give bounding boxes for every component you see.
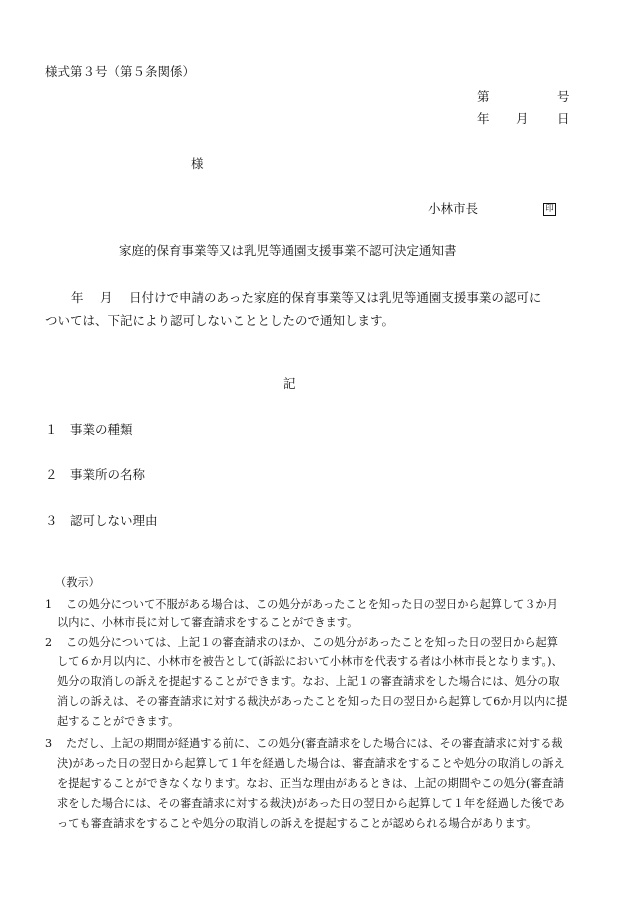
notice-heading: （教示）	[55, 576, 100, 589]
addressee-honorific: 様	[191, 156, 204, 171]
item-2-label: 事業所の名称	[70, 467, 146, 482]
body-line-2: ついては、下記により認可しないこととしたので通知します。	[45, 313, 395, 328]
item-3-number: ３	[45, 513, 58, 528]
notice-3-line-5: っても審査請求をすることや処分の取消しの訴えを提起することが認められる場合があります。	[57, 817, 538, 830]
notice-2-number: 2	[45, 636, 53, 649]
doc-no-suffix: 号	[557, 89, 570, 104]
body-line-1: 年 月 日付けで申請のあった家庭的保育事業等又は乳児等通園支援事業の認可に	[71, 290, 542, 305]
notice-3-number: 3	[45, 737, 53, 750]
form-number: 様式第３号（第５条関係）	[45, 64, 196, 79]
notice-2-line-3: 処分の取消しの訴えを提起することができます。なお、上記１の審査請求をした場合には、処分の取	[57, 675, 560, 688]
item-1-number: １	[45, 422, 58, 437]
date-day: 日	[557, 111, 570, 126]
notice-2-line-4: 消しの訴えは、その審査請求に対する裁決があったことを知った日の翌日から起算して6か月以内に提	[57, 695, 568, 708]
notice-2-line-5: 起することができます。	[57, 715, 180, 728]
notice-3-line-2: 決)があった日の翌日から起算して１年を経過した場合は、審査請求をすることや処分の取消しの訴え	[57, 757, 565, 770]
notice-3-line-1: ただし、上記の期間が経過する前に、この処分(審査請求をした場合には、その審査請求に対する裁	[66, 737, 563, 750]
notice-3-line-3: を提起することができなくなります。なお、正当な理由があるときは、上記の期間やこの処分(審査請	[57, 777, 564, 790]
notice-1-number: 1	[45, 598, 53, 611]
notice-3-line-4: 求をした場合には、その審査請求に対する裁決)があった日の翌日から起算して１年を経過した後であ	[57, 797, 565, 810]
date-month: 月	[516, 111, 529, 126]
item-1-label: 事業の種類	[70, 422, 133, 437]
notice-2-line-2: して６か月以内に、小林市を被告として(訴訟において小林市を代表する者は小林市長となります。)、	[57, 655, 563, 668]
item-2-number: ２	[45, 467, 58, 482]
item-3-label: 認可しない理由	[70, 513, 158, 528]
date-year: 年	[477, 111, 490, 126]
notice-2-line-1: この処分については、上記１の審査請求のほか、この処分があったことを知った日の翌日から起算	[66, 636, 558, 649]
doc-no-prefix: 第	[477, 89, 490, 104]
ki-heading: 記	[283, 376, 296, 391]
notice-1-line-2: 以内に、小林市長に対して審査請求をすることができます。	[57, 616, 359, 629]
notice-1-line-1: この処分について不服がある場合は、この処分があったことを知った日の翌日から起算して３か月	[66, 598, 558, 611]
document-title: 家庭的保育事業等又は乳児等通園支援事業不認可決定通知書	[119, 243, 457, 258]
seal-stamp: 印	[543, 203, 556, 216]
issuer-name: 小林市長	[428, 201, 479, 216]
